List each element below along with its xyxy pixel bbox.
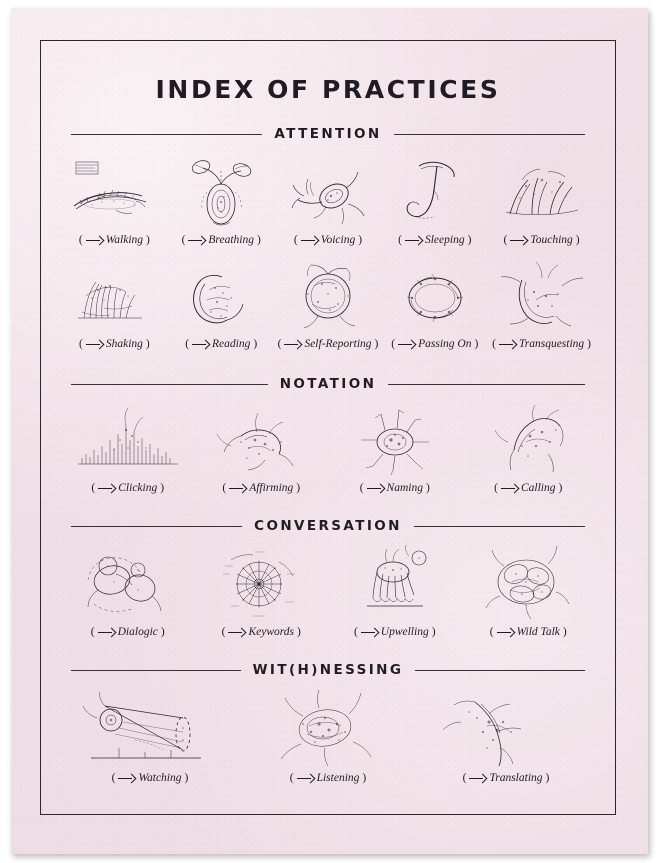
practice-row [61,260,595,350]
section-header [61,662,595,678]
sketch-dialogic-icon [68,544,188,622]
sketch-listening-icon [253,688,403,768]
sketch-shaking-icon [64,260,164,334]
practice-caption [79,234,150,246]
section-attention [61,126,595,350]
arrow-icon [499,340,516,349]
caption-close-paren: ) [145,338,150,350]
sketch-affirming-icon [201,402,321,478]
practice-caption [492,338,591,350]
caption-close-paren: ) [562,626,567,638]
rule-right [388,384,585,385]
arrow-icon [86,340,103,349]
sketch-breathing-icon [171,152,271,230]
practice-label: Dialogic [117,626,158,638]
caption-open-paren: ( [462,772,467,784]
practice-label: Touching [530,234,573,246]
caption-close-paren: ) [575,234,580,246]
arrow-icon [497,628,514,637]
caption-close-paren: ) [587,338,592,350]
sketch-self-reporting-icon [278,260,378,334]
practice-label: Passing On [418,338,472,350]
practice-label: Affirming [249,482,294,494]
caption-close-paren: ) [160,626,165,638]
practice-label: Translating [489,772,543,784]
caption-open-paren: ( [398,234,402,246]
caption-open-paren: ( [111,772,116,784]
arrow-icon [361,628,378,637]
practice-caption [463,772,550,784]
caption-close-paren: ) [374,338,379,350]
caption-open-paren: ( [222,482,227,494]
caption-close-paren: ) [467,234,472,246]
practice-caption [294,234,362,246]
sketch-touching-icon [492,152,592,230]
practice-row [61,402,595,494]
practice-caption [504,234,580,246]
practice-label: Walking [105,234,144,246]
caption-close-paren: ) [184,772,189,784]
sketch-voicing-icon [278,152,378,230]
practice-label: Wild Talk [516,626,560,638]
caption-close-paren: ) [425,482,430,494]
arrow-icon [297,774,314,783]
section-header [61,518,595,534]
arrow-icon [301,236,318,245]
practice-caption [222,482,300,494]
practice-label: Clicking [118,482,158,494]
caption-open-paren: ( [391,338,396,350]
caption-open-paren: ( [181,234,186,246]
section-title: ATTENTION [274,126,382,142]
arrow-icon [192,340,209,349]
sketch-walking-icon [64,152,164,230]
caption-close-paren: ) [253,338,258,350]
sketch-clicking-icon [68,402,188,478]
section-title: WIT(H)NESSING [252,662,404,678]
practice-label: Naming [386,482,423,494]
caption-open-paren: ( [359,482,364,494]
practice-item-voicing[interactable] [275,152,382,246]
practice-label: Transquesting [518,338,585,350]
practice-label: Keywords [248,626,295,638]
arrow-icon [469,774,486,783]
practice-item-wild-talk[interactable] [462,544,596,638]
rule-right [415,670,585,671]
practice-item-keywords[interactable] [195,544,329,638]
practice-caption [91,482,164,494]
sketch-naming-icon [335,402,455,478]
section-header [61,126,595,142]
section-title: NOTATION [279,376,377,392]
practice-item-affirming[interactable] [195,402,329,494]
practice-caption [360,482,430,494]
practice-item-self-reporting[interactable] [275,260,382,350]
practice-label: Voicing [320,234,356,246]
arrow-icon [228,628,245,637]
practice-item-reading[interactable] [168,260,275,350]
arrow-icon [284,340,301,349]
practice-item-breathing[interactable] [168,152,275,246]
arrow-icon [501,484,518,493]
section-witnessing [61,662,595,784]
rule-right [414,526,585,527]
arrow-icon [98,484,115,493]
practice-row [61,152,595,246]
poster-sheet [11,8,648,854]
sketch-upwelling-icon [335,544,455,622]
arrow-icon [86,236,103,245]
section-notation [61,376,595,494]
practice-caption [494,482,562,494]
caption-open-paren: ( [353,626,358,638]
sketch-reading-icon [171,260,271,334]
practice-item-passing-on[interactable] [381,260,488,350]
sketch-keywords-icon [201,544,321,622]
arrow-icon [188,236,205,245]
poster-border-frame [40,40,616,815]
practice-caption [398,234,471,246]
practice-caption [79,338,150,350]
practice-caption [391,338,478,350]
arrow-icon [398,340,415,349]
caption-open-paren: ( [293,234,298,246]
practice-item-calling[interactable] [462,402,596,494]
caption-open-paren: ( [503,234,508,246]
sketch-sleeping-icon [385,152,485,230]
practice-item-watching[interactable] [61,688,239,784]
caption-open-paren: ( [289,772,294,784]
sketch-watching-icon [75,688,225,768]
caption-close-paren: ) [297,626,301,638]
caption-open-paren: ( [79,338,83,350]
caption-open-paren: ( [221,626,226,638]
practice-label: Upwelling [380,626,429,638]
practice-caption [354,626,436,638]
practice-label: Watching [138,772,182,784]
practice-item-transquesting[interactable] [488,260,595,350]
caption-close-paren: ) [474,338,479,350]
section-header [61,376,595,392]
poster-content [41,41,615,814]
practice-item-translating[interactable] [417,688,595,784]
practice-caption [112,772,189,784]
caption-open-paren: ( [489,626,494,638]
caption-close-paren: ) [146,234,150,246]
sketch-wild-talk-icon [468,544,588,622]
arrow-icon [405,236,422,245]
practice-label: Self-Reporting [304,338,372,350]
practice-row [61,688,595,784]
practice-row [61,544,595,638]
practice-caption [91,626,165,638]
sketch-transquesting-icon [492,260,592,334]
practice-label: Sleeping [424,234,465,246]
caption-close-paren: ) [160,482,165,494]
caption-open-paren: ( [494,482,498,494]
arrow-icon [98,628,115,637]
sketch-passing-on-icon [385,260,485,334]
page-title: INDEX OF PRACTICES [155,75,501,104]
practice-item-dialogic[interactable] [61,544,195,638]
practice-item-upwelling[interactable] [328,544,462,638]
caption-close-paren: ) [545,772,550,784]
practice-item-clicking[interactable] [61,402,195,494]
rule-left [71,134,262,135]
caption-close-paren: ) [256,234,261,246]
practice-caption [490,626,567,638]
rule-left [71,526,242,527]
caption-close-paren: ) [358,234,363,246]
caption-close-paren: ) [296,482,301,494]
practice-item-naming[interactable] [328,402,462,494]
practice-caption [278,338,379,350]
arrow-icon [118,774,135,783]
section-title: CONVERSATION [254,518,402,534]
practice-label: Reading [212,338,251,350]
rule-left [71,670,241,671]
caption-open-paren: ( [78,234,83,246]
practice-caption [222,626,301,638]
caption-close-paren: ) [558,482,563,494]
practice-caption [182,234,261,246]
rule-left [71,384,268,385]
practice-item-touching[interactable] [488,152,595,246]
arrow-icon [229,484,246,493]
practice-caption [290,772,367,784]
caption-close-paren: ) [362,772,367,784]
arrow-icon [367,484,384,493]
caption-open-paren: ( [91,482,96,494]
caption-close-paren: ) [431,626,436,638]
practice-item-walking[interactable] [61,152,168,246]
caption-open-paren: ( [90,626,95,638]
sketch-translating-icon [431,688,581,768]
arrow-icon [510,236,527,245]
practice-item-sleeping[interactable] [381,152,488,246]
practice-item-listening[interactable] [239,688,417,784]
sketch-calling-icon [468,402,588,478]
practice-item-shaking[interactable] [61,260,168,350]
rule-right [394,134,585,135]
caption-open-paren: ( [492,338,496,350]
practice-caption [185,338,257,350]
caption-open-paren: ( [277,338,282,350]
practice-label: Shaking [105,338,143,350]
caption-open-paren: ( [185,338,190,350]
practice-label: Listening [316,772,360,784]
practice-label: Calling [520,482,556,494]
section-conversation [61,518,595,638]
practice-label: Breathing [208,234,254,246]
